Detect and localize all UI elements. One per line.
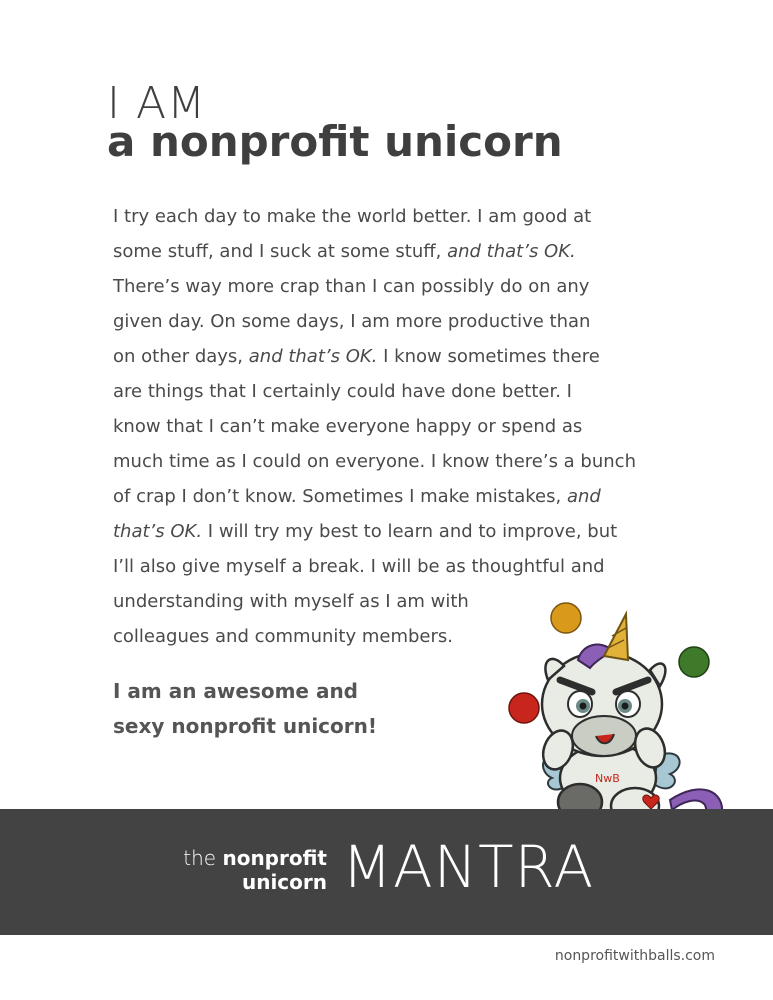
red-ball-icon (509, 693, 539, 723)
closing-line: sexy nonprofit unicorn! (113, 714, 378, 738)
banner-subtitle (183, 846, 327, 894)
body-line: know that I can’t make everyone happy or spend as (113, 416, 583, 437)
banner-subtitle-line2: unicorn (241, 870, 327, 894)
shirt-text: NwB (595, 772, 620, 785)
body-line: colleagues and community members. (113, 626, 453, 647)
closing-statement (113, 674, 377, 744)
mantra-body (113, 199, 683, 654)
body-line: I try each day to make the world better. I am good at (113, 206, 592, 227)
body-line: that’s OK. I will try my best to learn and to improve, but (113, 521, 618, 542)
body-line: some stuff, and I suck at some stuff, and that’s OK. (113, 241, 576, 262)
heading-i-am: I AM (107, 78, 207, 129)
horn-icon (604, 614, 628, 660)
banner-title-mantra: MANTRA (342, 833, 595, 901)
body-line: on other days, and that’s OK. I know sometimes there (113, 346, 600, 367)
body-line: of crap I don’t know. Sometimes I make mistakes, and (113, 486, 601, 507)
body-line: are things that I certainly could have done better. I (113, 381, 572, 402)
body-line: given day. On some days, I am more productive than (113, 311, 591, 332)
footer-website-link[interactable]: nonprofitwithballs.com (554, 948, 715, 964)
heading-nonprofit-unicorn: a nonprofit unicorn (107, 117, 563, 166)
body-line: I’ll also give myself a break. I will be as thoughtful and (113, 556, 605, 577)
body-line: much time as I could on everyone. I know there’s a bunch (113, 451, 636, 472)
green-ball-icon (679, 647, 709, 677)
banner-subtitle-line1: the nonprofit (183, 846, 327, 870)
body-line: understanding with myself as I am with (113, 591, 469, 612)
juggling-unicorn-illustration (500, 600, 740, 840)
orange-ball-icon (551, 603, 581, 633)
closing-line: I am an awesome and (113, 679, 358, 703)
body-line: There’s way more crap than I can possibly do on any (113, 276, 590, 297)
